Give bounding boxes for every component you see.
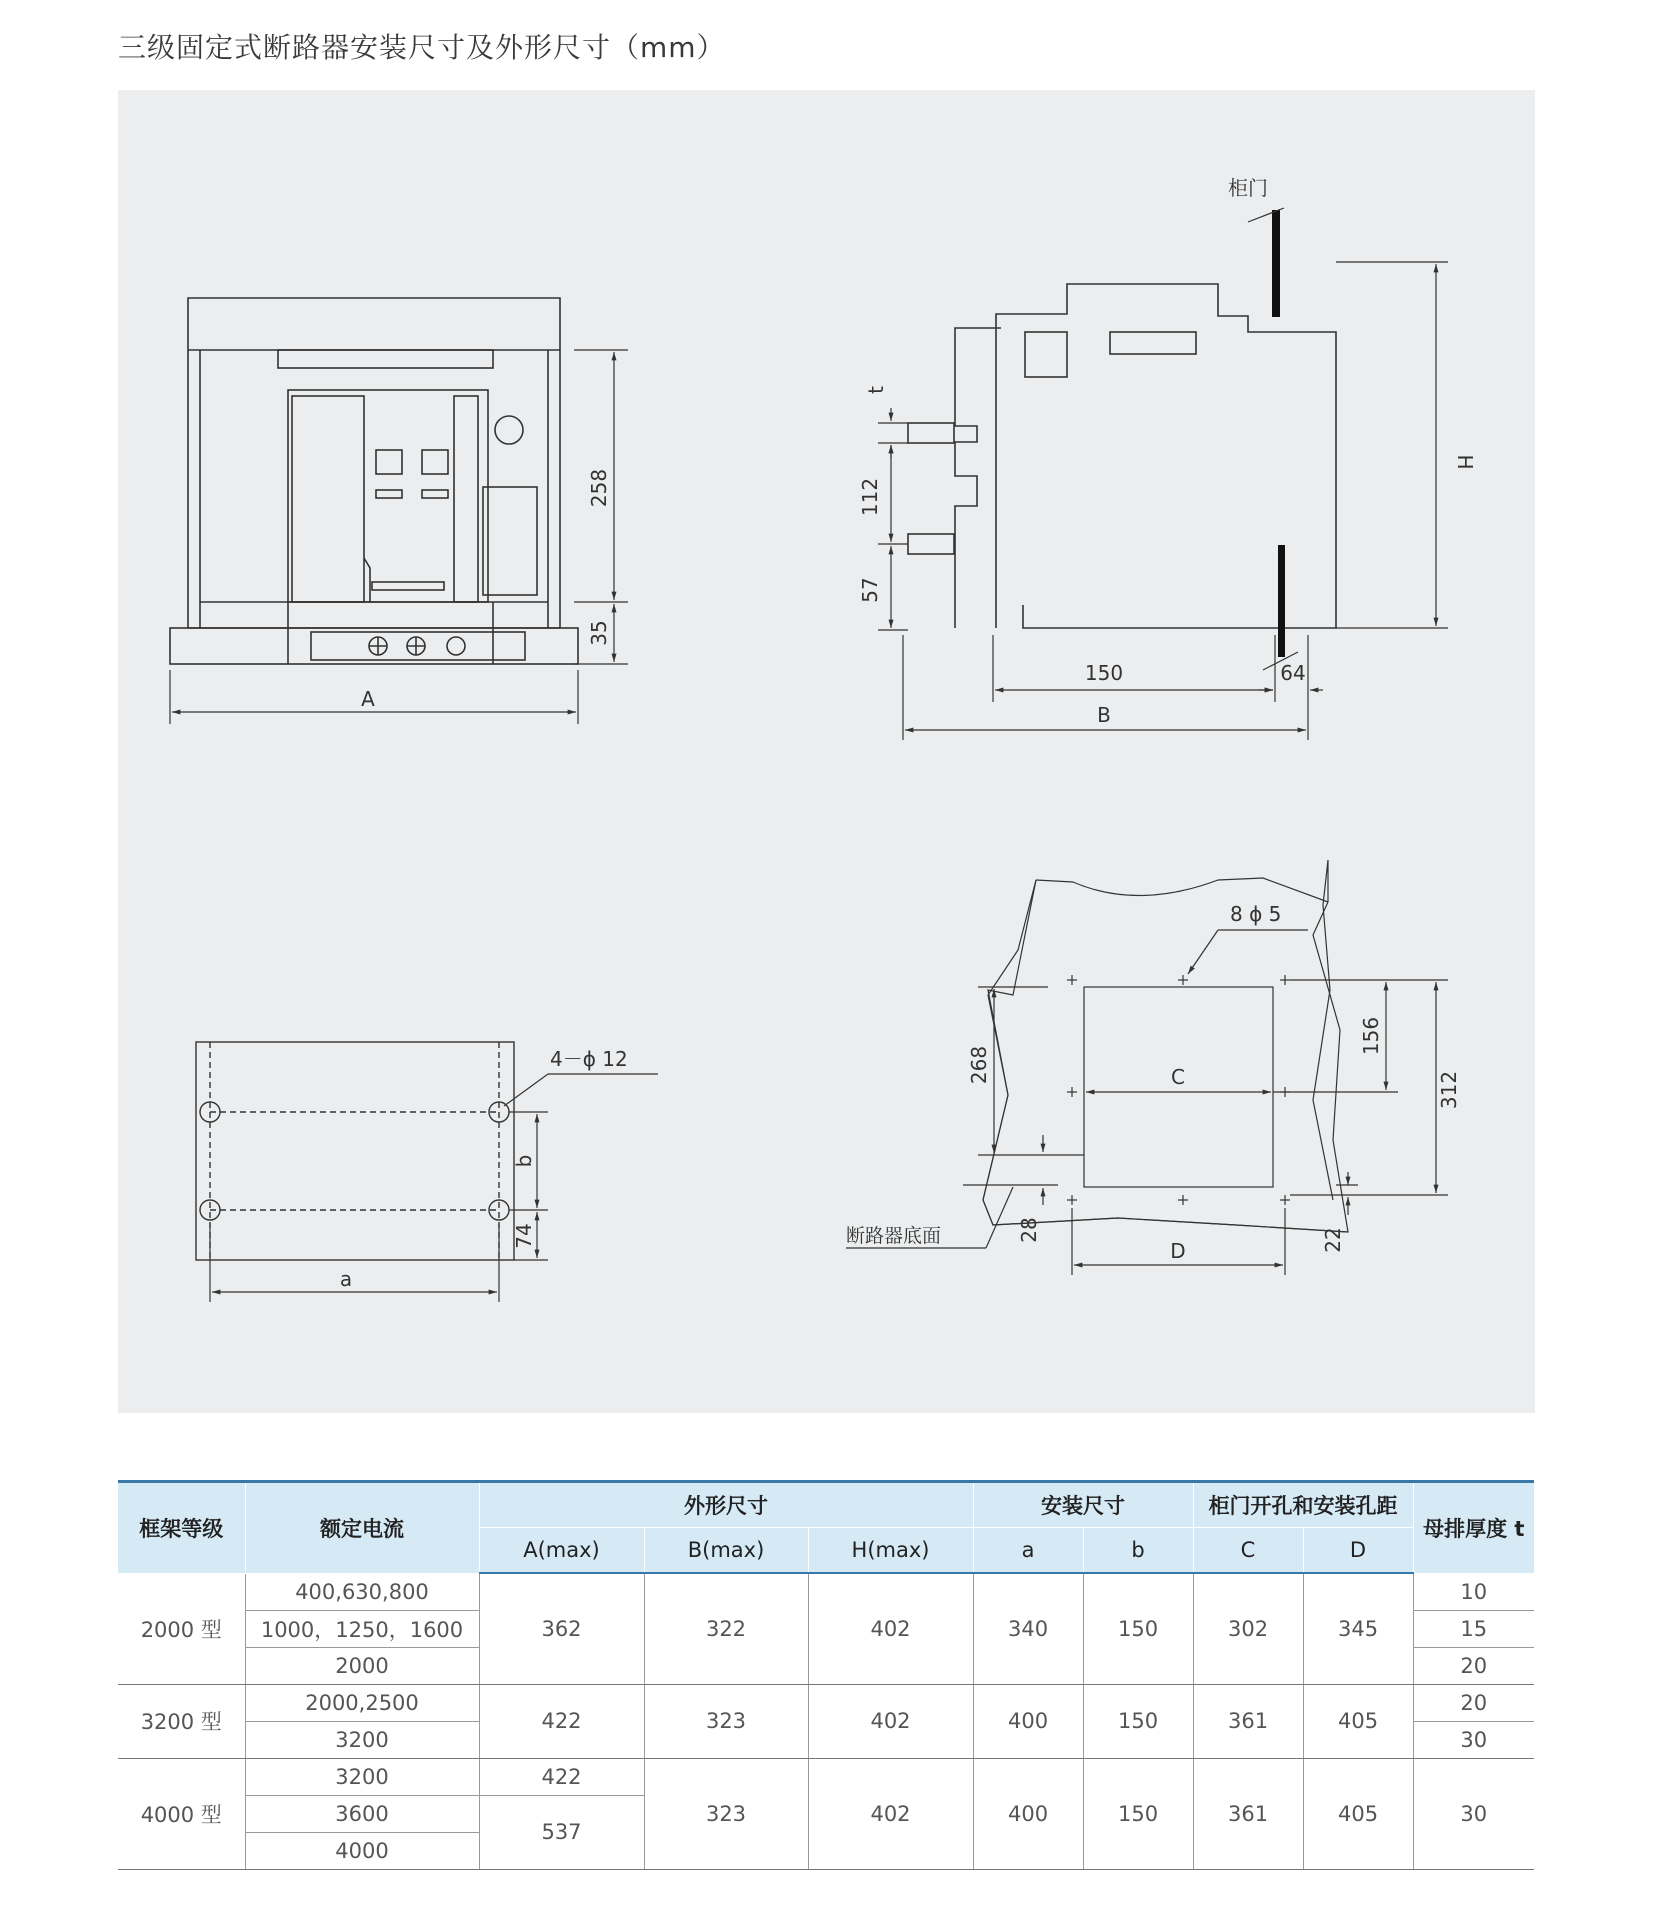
H-cell: 402	[808, 1758, 973, 1869]
D-cell: 405	[1303, 1758, 1413, 1869]
side-view	[908, 284, 1336, 628]
dim-C-label: C	[1171, 1065, 1185, 1089]
header-install: 安装尺寸	[973, 1482, 1193, 1528]
C-cell: 302	[1193, 1573, 1303, 1684]
B-cell: 322	[644, 1573, 808, 1684]
base-view-dimensions	[210, 1074, 658, 1302]
dim-t-label: t	[864, 386, 888, 394]
header-outline: 外形尺寸	[479, 1482, 973, 1528]
breaker-bottom-label: 断路器底面	[846, 1225, 942, 1247]
current-cell: 1000，1250，1600	[245, 1610, 479, 1647]
H-cell: 402	[808, 1684, 973, 1758]
current-cell: 400,630,800	[245, 1573, 479, 1610]
door-cutout-holes	[1067, 975, 1290, 1205]
busbar-cell: 10	[1413, 1573, 1534, 1610]
frame-cell: 3200 型	[118, 1684, 245, 1758]
D-cell: 345	[1303, 1573, 1413, 1684]
C-cell: 361	[1193, 1684, 1303, 1758]
A-cell: 362	[479, 1573, 644, 1684]
a-cell: 340	[973, 1573, 1083, 1684]
header-door: 柜门开孔和安装孔距	[1193, 1482, 1413, 1528]
side-view-dimensions	[878, 208, 1448, 740]
dim-22-label: 22	[1321, 1227, 1345, 1253]
front-view	[170, 298, 578, 664]
table-row	[118, 1758, 1534, 1795]
current-cell: 3200	[245, 1721, 479, 1758]
table-row	[118, 1684, 1534, 1721]
technical-drawing-panel	[118, 90, 1535, 1413]
b-cell: 150	[1083, 1684, 1193, 1758]
dim-D-label: D	[1170, 1239, 1186, 1263]
dim-28-label: 28	[1017, 1217, 1041, 1243]
dim-112-label: 112	[858, 477, 882, 517]
dim-268-label: 268	[967, 1045, 991, 1085]
dim-35-label: 35	[587, 620, 611, 646]
b-cell: 150	[1083, 1573, 1193, 1684]
dimension-drawings	[118, 90, 1535, 1413]
dim-312-label: 312	[1437, 1070, 1461, 1110]
dim-258-label: 258	[587, 468, 611, 508]
door-cutout-view	[983, 860, 1348, 1232]
current-cell: 3200	[245, 1758, 479, 1795]
dim-64-label: 64	[1280, 661, 1306, 685]
frame-cell: 2000 型	[118, 1573, 245, 1684]
current-cell: 2000	[245, 1647, 479, 1684]
table-row	[118, 1573, 1534, 1610]
dim-B-label: B	[1097, 703, 1111, 727]
busbar-cell: 15	[1413, 1610, 1534, 1647]
header-B: B(max)	[644, 1528, 808, 1574]
a-cell: 400	[973, 1684, 1083, 1758]
busbar-cell: 20	[1413, 1684, 1534, 1721]
dim-b-label: b	[512, 1154, 536, 1168]
header-A: A(max)	[479, 1528, 644, 1574]
busbar-cell: 30	[1413, 1721, 1534, 1758]
current-cell: 2000,2500	[245, 1684, 479, 1721]
a-cell: 400	[973, 1758, 1083, 1869]
dim-57-label: 57	[858, 577, 882, 603]
current-cell: 3600	[245, 1795, 479, 1832]
dim-74-label: 74	[512, 1223, 536, 1249]
header-b: b	[1083, 1528, 1193, 1574]
dim-a-label: a	[339, 1267, 353, 1291]
busbar-cell: 20	[1413, 1647, 1534, 1684]
busbar-cell: 30	[1413, 1758, 1534, 1869]
dimension-table	[118, 1480, 1534, 1870]
b-cell: 150	[1083, 1758, 1193, 1869]
door-cutout-dimensions	[846, 930, 1448, 1275]
holes-4-label: 4－ϕ 12	[550, 1047, 628, 1071]
base-view	[196, 1042, 514, 1260]
C-cell: 361	[1193, 1758, 1303, 1869]
current-cell: 4000	[245, 1832, 479, 1869]
frame-cell: 4000 型	[118, 1758, 245, 1869]
header-D: D	[1303, 1528, 1413, 1574]
door-label: 柜门	[1228, 176, 1268, 200]
header-busbar: 母排厚度 t	[1413, 1482, 1534, 1574]
A-cell: 422	[479, 1758, 644, 1795]
header-current: 额定电流	[245, 1482, 479, 1574]
page-title: 三级固定式断路器安装尺寸及外形尺寸（mm）	[118, 31, 726, 64]
B-cell: 323	[644, 1758, 808, 1869]
dim-H-label: H	[1453, 454, 1477, 470]
header-H: H(max)	[808, 1528, 973, 1574]
H-cell: 402	[808, 1573, 973, 1684]
B-cell: 323	[644, 1684, 808, 1758]
header-C: C	[1193, 1528, 1303, 1574]
A-cell: 422	[479, 1684, 644, 1758]
holes-8-label: 8 ϕ 5	[1230, 902, 1282, 926]
dim-156-label: 156	[1359, 1016, 1383, 1056]
dim-150-label: 150	[1084, 661, 1124, 685]
D-cell: 405	[1303, 1684, 1413, 1758]
cabinet-door-bars	[1272, 210, 1285, 657]
header-a: a	[973, 1528, 1083, 1574]
A-cell: 537	[479, 1795, 644, 1869]
header-frame: 框架等级	[118, 1482, 245, 1574]
dim-A-label: A	[361, 687, 375, 711]
